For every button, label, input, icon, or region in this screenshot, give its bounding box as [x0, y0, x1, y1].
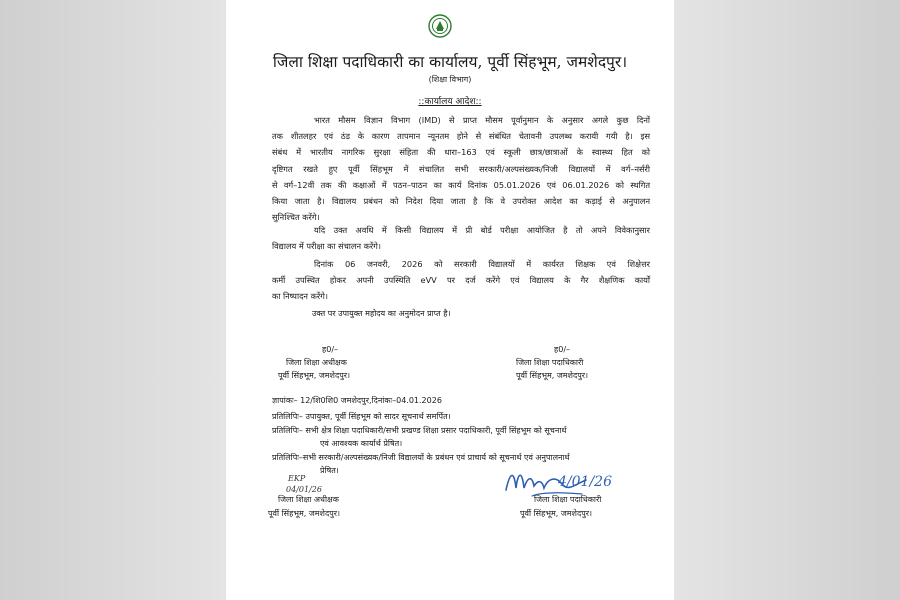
- signatory-place-bottom-right: पूर्वी सिंहभूम, जमशेदपुर।: [520, 509, 593, 518]
- signatory-place-left: पूर्वी सिंहभूम, जमशेदपुर।: [278, 371, 351, 380]
- order-paragraph-1: [272, 112, 650, 225]
- handwritten-initials: EKP: [288, 474, 306, 483]
- paragraph-line: विद्यालय में परीक्षा का संचालन करेंगे।: [272, 241, 381, 252]
- memo-reference: ज्ञापांकः– 12/शि0शि0 जमशेदपुर,दिनांकः–04.01.2026: [272, 396, 442, 405]
- signatory-designation-bottom-right: जिला शिक्षा पदाधिकारी: [534, 495, 602, 504]
- order-paragraph-2: [272, 222, 650, 254]
- handwritten-date-left: 04/01/26: [286, 485, 322, 494]
- signatory-place-right: पूर्वी सिंहभूम, जमशेदपुर।: [516, 371, 589, 380]
- sd-mark-right: ह0/–: [554, 345, 571, 354]
- copy-line-3: प्रतिलिपिः–सभी सरकारी/अल्पसंख्यक/निजी विद्यालयों के प्रबंधन एवं प्राचार्य को सूचनार्थ एवं अनुपालनार्थ: [272, 453, 570, 462]
- paragraph-line: किया जाता है। विद्यालय प्रबंधन को निदेश दिया जाता है कि वे उपरोक्त आदेश का कड़ाई से अनुपालन: [272, 196, 650, 207]
- state-emblem-icon: [428, 14, 452, 38]
- background-left: [0, 0, 226, 600]
- background-right: [674, 0, 900, 600]
- order-paragraph-3: [272, 256, 650, 305]
- copy-line-3-cont: प्रेषित।: [320, 466, 339, 475]
- copy-line-2-cont: एवं आवश्यक कार्यार्थ प्रेषित।: [320, 439, 403, 448]
- signatory-designation-left: जिला शिक्षा अधीक्षक: [286, 358, 347, 367]
- paragraph-line: संबंध में भारतीय नागरिक सुरक्षा संहिता की धारा–163 एवं स्कूली छात्र/छात्राओं के स्वास्थ्य हित को: [272, 147, 650, 158]
- order-heading: ::कार्यालय आदेश::: [418, 97, 482, 107]
- paragraph-line: तक शीतलहर एवं ठंड के कारण तापमान न्यूनतम होने से संबंधित चेतावनी उपलब्ध करायी गयी है। इस: [272, 131, 650, 142]
- order-document: [226, 0, 674, 600]
- paragraph-line: कर्मी उपस्थित होकर अपनी उपस्थिति eVV पर दर्ज करेंगे एवं विद्यालय के गैर शैक्षणिक कार्यों: [272, 275, 650, 286]
- paragraph-line: का निष्पादन करेंगे।: [272, 291, 328, 302]
- signatory-designation-right: जिला शिक्षा पदाधिकारी: [516, 358, 584, 367]
- signatory-place-bottom-left: पूर्वी सिंहभूम, जमशेदपुर।: [268, 509, 341, 518]
- office-title: जिला शिक्षा पदाधिकारी का कार्यालय, पूर्वी सिंहभूम, जमशेदपुर।: [272, 53, 628, 71]
- paragraph-line: दृष्टिगत रखते हुए पूर्वी सिंहभूम में संचालित सभी सरकारी/अल्पसंख्यक/निजी विद्यालयों में वर्ग–नर्सरी: [272, 163, 650, 174]
- approval-note: उक्त पर उपायुक्त महोदय का अनुमोदन प्राप्त है।: [312, 309, 451, 318]
- paragraph-line: यदि उक्त अवधि में किसी विद्यालय में प्री बोर्ड परीक्षा आयोजित है तो अपने विवेकानुसार: [314, 225, 650, 235]
- handwritten-date-right: 4/01/26: [558, 474, 612, 490]
- copy-line-2: प्रतिलिपिः– सभी क्षेत्र शिक्षा पदाधिकारी/सभी प्रखण्ड शिक्षा प्रसार पदाधिकारी, पूर्वी सिंहभूम को सूचनार्थ: [272, 426, 567, 435]
- paragraph-line: दिनांक 06 जनवरी, 2026 को सरकारी विद्यालयों में कार्यरत शिक्षक एवं शिक्षेत्तर: [314, 259, 650, 269]
- paragraph-line: भारत मौसम विज्ञान विभाग (IMD) से प्राप्त मौसम पूर्वानुमान के अनुसार अगले कुछ दिनों: [314, 115, 650, 125]
- paragraph-line: से वर्ग–12वीं तक की कक्षाओं में पठन–पाठन का कार्य दिनांक 05.01.2026 एवं 06.01.2026 को स्थगित: [272, 179, 650, 190]
- copy-line-1: प्रतिलिपिः– उपायुक्त, पूर्वी सिंहभूम को सादर सूचनार्थ समर्पित।: [272, 412, 451, 421]
- paragraph-line: सुनिश्चित करेंगे।: [272, 212, 320, 223]
- department-label: (शिक्षा विभाग): [428, 75, 472, 84]
- signatory-designation-bottom-left: जिला शिक्षा अधीक्षक: [278, 495, 339, 504]
- sd-mark-left: ह0/–: [322, 345, 339, 354]
